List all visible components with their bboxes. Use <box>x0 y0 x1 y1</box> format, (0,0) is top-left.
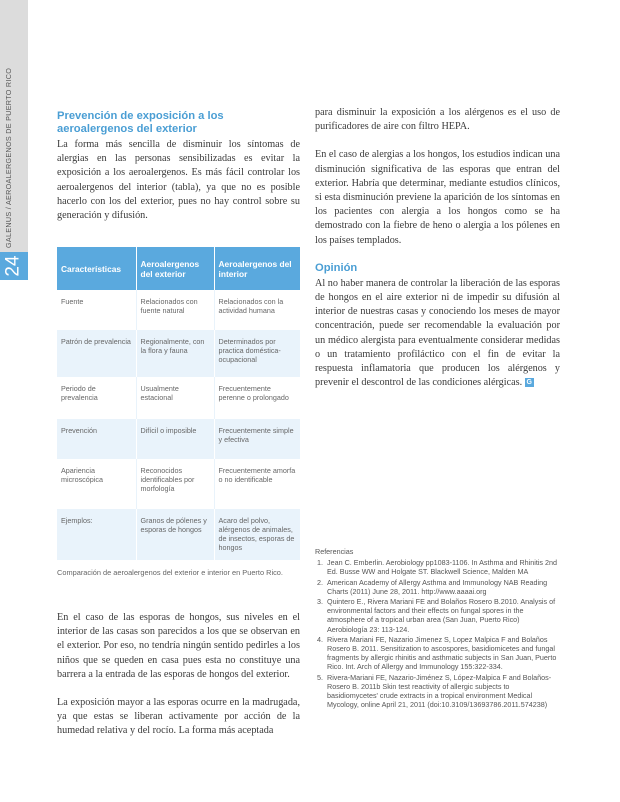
table-row <box>57 290 300 330</box>
table-cell: Periodo de prevalencia <box>57 377 136 419</box>
reference-item: 1. Jean C. Emberlin. Aerobiology pp1083-1106. In Asthma and Rhinitis 2nd Ed. Busse WW and Holgate ST. Blackwell Science, Malden MA <box>325 558 560 576</box>
references <box>315 547 560 710</box>
table-cell: Fuente <box>57 290 136 330</box>
section-heading-prevencion: Prevención de exposición a los aeroalergenos del exterior <box>57 110 224 135</box>
table-cell: Frecuentemente perenne o prolongado <box>214 377 300 419</box>
table-cell: Apariencia microscópica <box>57 459 136 509</box>
table-header-cell: Características <box>57 247 136 290</box>
table-cell: Regionalmente, con la flora y fauna <box>136 330 214 377</box>
page-number <box>0 252 28 280</box>
table-row <box>57 419 300 459</box>
table-cell: Frecuentemente simple y efectiva <box>214 419 300 459</box>
running-head: GALENUS / AEROALERGENOS DE PUERTO RICO <box>4 67 13 248</box>
table-header-cell: Aeroalergenos del exterior <box>136 247 214 290</box>
left-column-top <box>57 110 300 223</box>
paragraph-text: Al no haber manera de controlar la liberación de las esporas de hongos en el aire exterior ni de impedir su difusión al interior de nuestras casas y conociendo los meses de mayor concentración, puede ser recomendable la evaluación por un médico alergista para eventualmente considerar medidas o un tratamiento profiláctico con el fin de evitar la respuesta inflamatoria que producen los alérgenos y prevenir el descontrol de las condiciones alérgicas. <box>315 277 560 389</box>
table-cell: Ejemplos: <box>57 509 136 560</box>
table-row <box>57 330 300 377</box>
left-column-bottom <box>57 611 300 739</box>
table-header-cell: Aeroalergenos del interior <box>214 247 300 290</box>
table-cell: Acaro del polvo, alérgenos de animales, de insectos, esporas de hongos <box>214 509 300 560</box>
table-cell: Prevención <box>57 419 136 459</box>
table-cell: Granos de pólenes y esporas de hongos <box>136 509 214 560</box>
references-list <box>315 558 560 709</box>
table-cell: Relacionados con fuente natural <box>136 290 214 330</box>
table-caption: Comparación de aeroalergenos del exterior e interior en Puerto Rico. <box>57 568 283 577</box>
reference-item: 4. Rivera Mariani FE, Nazario Jimenez S, Lopez Malpica F and Bolaños Rosero B. 2011. Sensitization to ascospores, basidiomicetes and fungal fragments by allergic rhinitis and asthmatic subjects in San Juan, Puerto Rico. Int. Arch of Allergy and Immunology 155:322-334. <box>325 635 560 672</box>
table-cell: Relacionados con la actividad humana <box>214 290 300 330</box>
table-row <box>57 509 300 560</box>
paragraph: para disminuir la exposición a los alérgenos es el uso de purificadores de aire con filtro HEPA. <box>315 107 560 133</box>
paragraph: En el caso de alergias a los hongos, los estudios indican una disminución significativa de las esporas que entran del exterior. Habría que determinar, mediante estudios clínicos, si esta disminución previene la aparición de los síntomas en los pacientes con alergia a los hongos como se ha demostrado con la fiebre de heno o alergia a los pólenes en los países templados. <box>315 149 560 246</box>
end-mark-icon: G <box>526 379 532 387</box>
reference-item: 3. Quintero E., Rivera Mariani FE and Bolaños Rosero B.2010. Analysis of environmental factors and their effects on fungal spores in the atmosphere of a tropical urban area (San Juan, Puerto Rico) Aerobiología 23: 113-124. <box>325 597 560 634</box>
right-column <box>315 106 560 390</box>
references-title: Referencias <box>315 547 354 556</box>
paragraph: En el caso de las esporas de hongos, sus niveles en el interior de las casas son parecidos a los que se observan en el exterior. Por eso, no tendría ningún sentido pedirles a los niños que se queden en casa pues esta no constituye una barrera a la entrada de las esporas de hongos del exterior. <box>57 612 300 680</box>
table-cell: Usualmente estacional <box>136 377 214 419</box>
table-header-row <box>57 247 300 290</box>
comparison-table-block <box>57 247 300 577</box>
table-cell: Frecuentemente amorfa o no identificable <box>214 459 300 509</box>
paragraph <box>315 277 560 391</box>
section-heading-opinion: Opinión <box>315 261 358 274</box>
reference-item: 2. American Academy of Allergy Asthma and Immunology NAB Reading Charts (2011) June 28, 2011. http://www.aaaai.org <box>325 578 560 596</box>
table-cell: Difícil o imposible <box>136 419 214 459</box>
reference-item: 5. Rivera-Mariani FE, Nazario-Jiménez S, López-Malpica F and Bolaños-Rosero B. 2011b Skin test reactivity of allergic subjects to basidiomycetes' crude extracts in a tropical environment Medical Mycology, online April 21, 2011 (doi:10.3109/13693786.2011.574238) <box>325 673 560 710</box>
table-cell: Determinados por practica doméstica-ocupacional <box>214 330 300 377</box>
page-number-text: 24 <box>2 255 24 277</box>
table-row <box>57 459 300 509</box>
table-cell: Reconocidos identificables por morfología <box>136 459 214 509</box>
table-cell: Patrón de prevalencia <box>57 330 136 377</box>
comparison-table <box>57 247 300 560</box>
paragraph: La exposición mayor a las esporas ocurre en la madrugada, ya que estas se liberan activamente por acción de la humedad relativa y del rocío. La forma más aceptada <box>57 697 300 737</box>
paragraph: La forma más sencilla de disminuir los síntomas de alergias en las personas sensibilizadas es evitar la exposición a los aeroalergenos. Es más fácil controlar los aeroalergenos del interior (tabla), ya que no es posible hacerlo con los del exterior, pues no hay control sobre su generación y difusión. <box>57 139 300 222</box>
table-row <box>57 377 300 419</box>
